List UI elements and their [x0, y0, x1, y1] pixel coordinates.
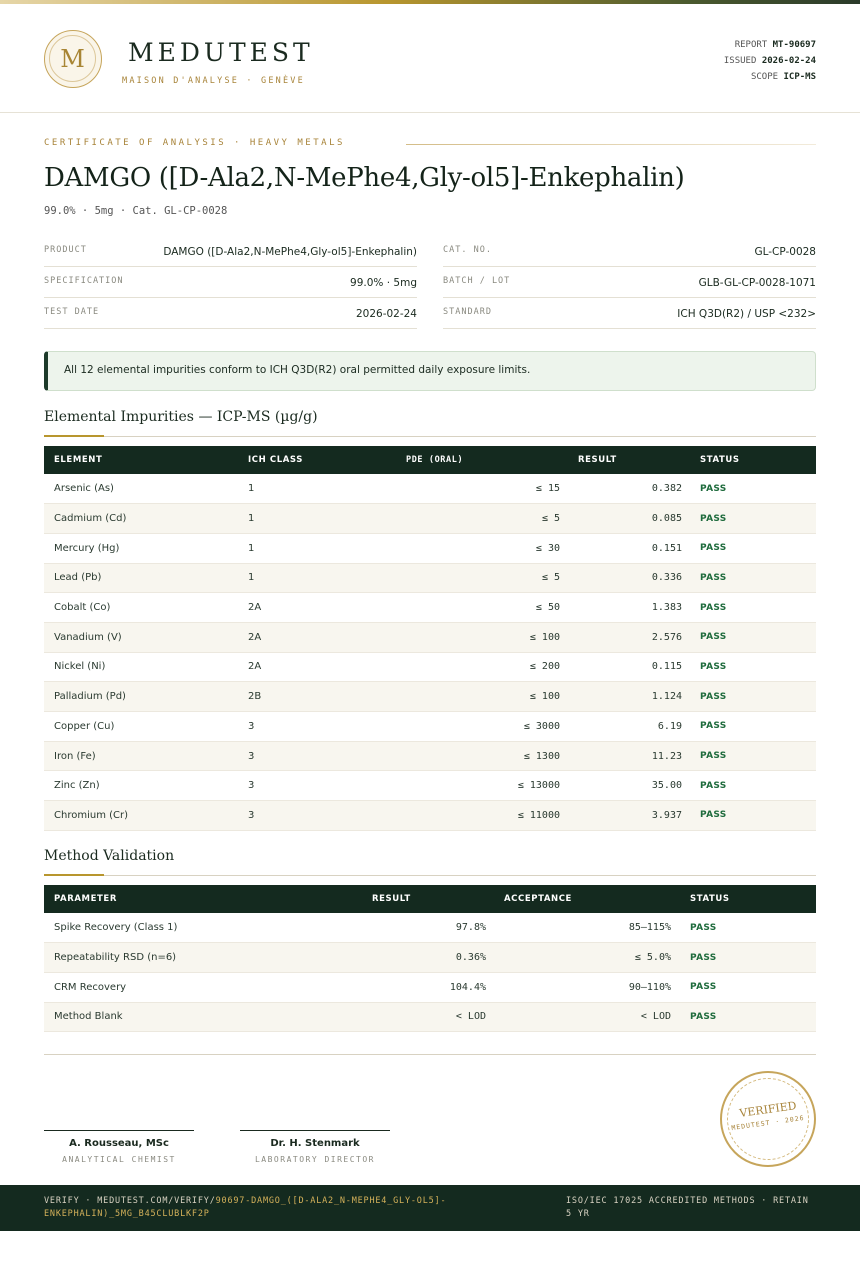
- product-subtitle: 99.0% · 5mg · Cat. GL-CP-0028: [44, 205, 228, 217]
- info-value: ICH Q3D(R2) / USP <232>: [677, 308, 816, 320]
- table-row: [44, 682, 816, 712]
- report-label: REPORT: [734, 40, 768, 50]
- pde-limit: ≤ 100: [529, 631, 560, 643]
- table-row: [44, 652, 816, 682]
- ich-class: 2A: [248, 631, 262, 643]
- column-header: ACCEPTANCE: [504, 894, 572, 904]
- acceptance-criteria: 85–115%: [628, 922, 671, 934]
- table-row: [44, 943, 816, 973]
- signatory-role: ANALYTICAL CHEMIST: [62, 1155, 176, 1164]
- acceptance-criteria: < LOD: [640, 1011, 671, 1023]
- result-value: 1.383: [651, 602, 682, 614]
- verify-link[interactable]: 90697-DAMGO_([D-ALA2_N-MEPHE4_GLY-OL5]-ENKEPHALIN)_5MG_B45CLUBLKF2P: [44, 1196, 447, 1219]
- status-badge: PASS: [700, 572, 727, 583]
- scope-line: [724, 69, 816, 85]
- info-label: SPECIFICATION: [44, 276, 124, 286]
- section-divider: [44, 436, 816, 437]
- table-row: [44, 771, 816, 801]
- seal-sub-text: MEDUTEST · 2026: [730, 1113, 806, 1133]
- column-header: PDE (ORAL): [406, 455, 464, 465]
- table-row: [44, 972, 816, 1002]
- signature-block-chemist: [44, 1130, 194, 1164]
- ich-class: 1: [248, 483, 255, 495]
- issued-label: ISSUED: [723, 56, 757, 66]
- parameter-name: CRM Recovery: [54, 981, 127, 993]
- signatory-name: Dr. H. Stenmark: [270, 1138, 360, 1149]
- verified-seal: [720, 1071, 816, 1167]
- seal-main-text: VERIFIED: [738, 1099, 798, 1120]
- pde-limit: ≤ 200: [529, 661, 560, 673]
- table-row: [44, 741, 816, 771]
- status-badge: PASS: [700, 543, 727, 554]
- element-name: Iron (Fe): [54, 750, 96, 762]
- eyebrow-divider: [406, 144, 816, 145]
- validation-table: [44, 885, 816, 1032]
- result-value: 0.382: [651, 483, 682, 495]
- report-id-line: [724, 37, 816, 53]
- status-badge: PASS: [700, 632, 727, 643]
- pde-limit: ≤ 15: [535, 483, 560, 495]
- status-badge: PASS: [700, 751, 727, 762]
- status-badge: PASS: [700, 780, 727, 791]
- column-header: STATUS: [690, 894, 730, 904]
- acceptance-criteria: 90–110%: [628, 981, 671, 993]
- table-header-row: [44, 446, 816, 474]
- info-grid-left: [44, 236, 417, 329]
- ich-class: 2A: [248, 602, 262, 614]
- impurities-section-title: Elemental Impurities — ICP-MS (µg/g): [44, 409, 318, 425]
- ich-class: 1: [248, 572, 255, 584]
- signature-divider: [44, 1054, 816, 1055]
- status-badge: PASS: [700, 810, 727, 821]
- element-name: Zinc (Zn): [54, 780, 100, 792]
- verification-footer: [0, 1185, 860, 1231]
- column-header: STATUS: [700, 455, 740, 465]
- ich-class: 3: [248, 750, 255, 762]
- info-label: BATCH / LOT: [443, 276, 511, 286]
- status-badge: PASS: [690, 1011, 717, 1022]
- validation-table-body: [44, 913, 816, 1032]
- result-value: 104.4%: [449, 981, 486, 993]
- table-row: [44, 801, 816, 831]
- info-row-standard: [443, 298, 816, 329]
- result-value: 6.19: [657, 720, 682, 732]
- issued-date: 2026-02-24: [761, 56, 816, 66]
- issued-line: [724, 53, 816, 69]
- status-badge: PASS: [700, 602, 727, 613]
- info-row-cat-no: [443, 236, 816, 267]
- ich-class: 3: [248, 720, 255, 732]
- eyebrow-text: CERTIFICATE OF ANALYSIS · HEAVY METALS: [44, 138, 345, 148]
- element-name: Chromium (Cr): [54, 809, 129, 821]
- result-value: 0.115: [651, 661, 682, 673]
- info-grid-right: [443, 236, 816, 329]
- result-value: 0.151: [651, 542, 682, 554]
- certificate-eyebrow: [44, 138, 816, 152]
- table-row: [44, 563, 816, 593]
- info-value: 99.0% · 5mg: [350, 277, 417, 289]
- table-row: [44, 593, 816, 623]
- table-row: [44, 913, 816, 943]
- scope-value: ICP-MS: [783, 72, 816, 82]
- column-header: RESULT: [578, 455, 617, 465]
- column-header: PARAMETER: [54, 894, 117, 904]
- info-value: 2026-02-24: [355, 308, 417, 320]
- result-value: 2.576: [651, 631, 682, 643]
- report-meta: [724, 37, 816, 85]
- result-value: < LOD: [455, 1011, 486, 1023]
- ich-class: 3: [248, 780, 255, 792]
- parameter-name: Repeatability RSD (n=6): [54, 952, 177, 964]
- pde-limit: ≤ 50: [535, 602, 560, 614]
- validation-section-title: Method Validation: [44, 848, 175, 864]
- element-name: Cobalt (Co): [54, 602, 111, 614]
- element-name: Nickel (Ni): [54, 661, 106, 673]
- brand-logo: [44, 30, 102, 88]
- info-label: STANDARD: [443, 307, 492, 317]
- status-badge: PASS: [700, 483, 727, 494]
- acceptance-criteria: ≤ 5.0%: [634, 952, 671, 964]
- pde-limit: ≤ 30: [535, 542, 560, 554]
- section-accent: [44, 874, 104, 876]
- signature-block-director: [240, 1130, 390, 1164]
- result-value: 0.336: [651, 572, 682, 584]
- column-header: RESULT: [372, 894, 411, 904]
- info-label: CAT. NO.: [443, 245, 492, 255]
- pde-limit: ≤ 5: [541, 513, 560, 525]
- table-row: [44, 1002, 816, 1032]
- status-badge: PASS: [700, 721, 727, 732]
- info-value: GLB-GL-CP-0028-1071: [698, 277, 816, 289]
- verify-prefix: VERIFY · MEDUTEST.COM/VERIFY/: [44, 1196, 216, 1206]
- status-badge: PASS: [690, 922, 717, 933]
- signatory-role: LABORATORY DIRECTOR: [254, 1155, 375, 1164]
- conformance-message: All 12 elemental impurities conform to ICH Q3D(R2) oral permitted daily exposure limits.: [64, 364, 531, 376]
- scope-label: SCOPE: [750, 72, 779, 82]
- element-name: Arsenic (As): [54, 483, 114, 495]
- signatory-name: A. Rousseau, MSc: [69, 1138, 169, 1149]
- status-badge: PASS: [700, 661, 727, 672]
- table-row: [44, 474, 816, 504]
- report-id: MT-90697: [772, 40, 816, 50]
- pde-limit: ≤ 100: [529, 691, 560, 703]
- result-value: 97.8%: [455, 922, 486, 934]
- result-value: 11.23: [651, 750, 682, 762]
- brand-name: MEDUTEST: [128, 38, 314, 67]
- info-label: TEST DATE: [44, 307, 100, 317]
- pde-limit: ≤ 1300: [523, 750, 560, 762]
- info-label: PRODUCT: [44, 245, 87, 255]
- result-value: 0.36%: [455, 952, 486, 964]
- result-value: 1.124: [651, 691, 682, 703]
- element-name: Palladium (Pd): [54, 691, 126, 703]
- verify-text: [44, 1195, 484, 1221]
- element-name: Vanadium (V): [54, 631, 122, 643]
- logo-letter: M: [49, 35, 96, 82]
- table-row: [44, 504, 816, 534]
- table-row: [44, 712, 816, 742]
- result-value: 3.937: [651, 809, 682, 821]
- status-badge: PASS: [700, 691, 727, 702]
- pde-limit: ≤ 13000: [517, 780, 560, 792]
- ich-class: 1: [248, 542, 255, 554]
- conformance-banner: [44, 351, 816, 391]
- info-value: DAMGO ([D-Ala2,N-MePhe4,Gly-ol5]-Enkephalin): [163, 246, 417, 258]
- section-accent: [44, 435, 104, 437]
- status-badge: PASS: [700, 513, 727, 524]
- element-name: Lead (Pb): [54, 572, 102, 584]
- info-value: GL-CP-0028: [754, 246, 816, 258]
- impurities-table: [44, 446, 816, 831]
- section-divider: [44, 875, 816, 876]
- info-row-specification: [44, 267, 417, 298]
- result-value: 0.085: [651, 513, 682, 525]
- column-header: ICH CLASS: [248, 455, 303, 465]
- impurities-table-body: [44, 474, 816, 830]
- brand-tagline: MAISON D'ANALYSE · GENÈVE: [122, 76, 305, 86]
- element-name: Copper (Cu): [54, 720, 115, 732]
- pde-limit: ≤ 3000: [523, 720, 560, 732]
- ich-class: 1: [248, 513, 255, 525]
- parameter-name: Method Blank: [54, 1011, 123, 1023]
- result-value: 35.00: [651, 780, 682, 792]
- ich-class: 2B: [248, 691, 262, 703]
- status-badge: PASS: [690, 982, 717, 993]
- element-name: Mercury (Hg): [54, 542, 120, 554]
- accreditation-note: ISO/IEC 17025 ACCREDITED METHODS · RETAIN 5 YR: [566, 1196, 809, 1219]
- pde-limit: ≤ 11000: [517, 809, 560, 821]
- pde-limit: ≤ 5: [541, 572, 560, 584]
- info-row-product: [44, 236, 417, 267]
- ich-class: 2A: [248, 661, 262, 673]
- product-title: DAMGO ([D-Ala2,N-MePhe4,Gly-ol5]-Enkephalin): [44, 163, 685, 193]
- report-header: [0, 4, 860, 113]
- ich-class: 3: [248, 809, 255, 821]
- info-row-batch: [443, 267, 816, 298]
- table-row: [44, 533, 816, 563]
- table-header-row: [44, 885, 816, 913]
- table-row: [44, 622, 816, 652]
- status-badge: PASS: [690, 952, 717, 963]
- column-header: ELEMENT: [54, 455, 103, 465]
- element-name: Cadmium (Cd): [54, 513, 127, 525]
- info-row-test-date: [44, 298, 417, 329]
- parameter-name: Spike Recovery (Class 1): [54, 922, 178, 934]
